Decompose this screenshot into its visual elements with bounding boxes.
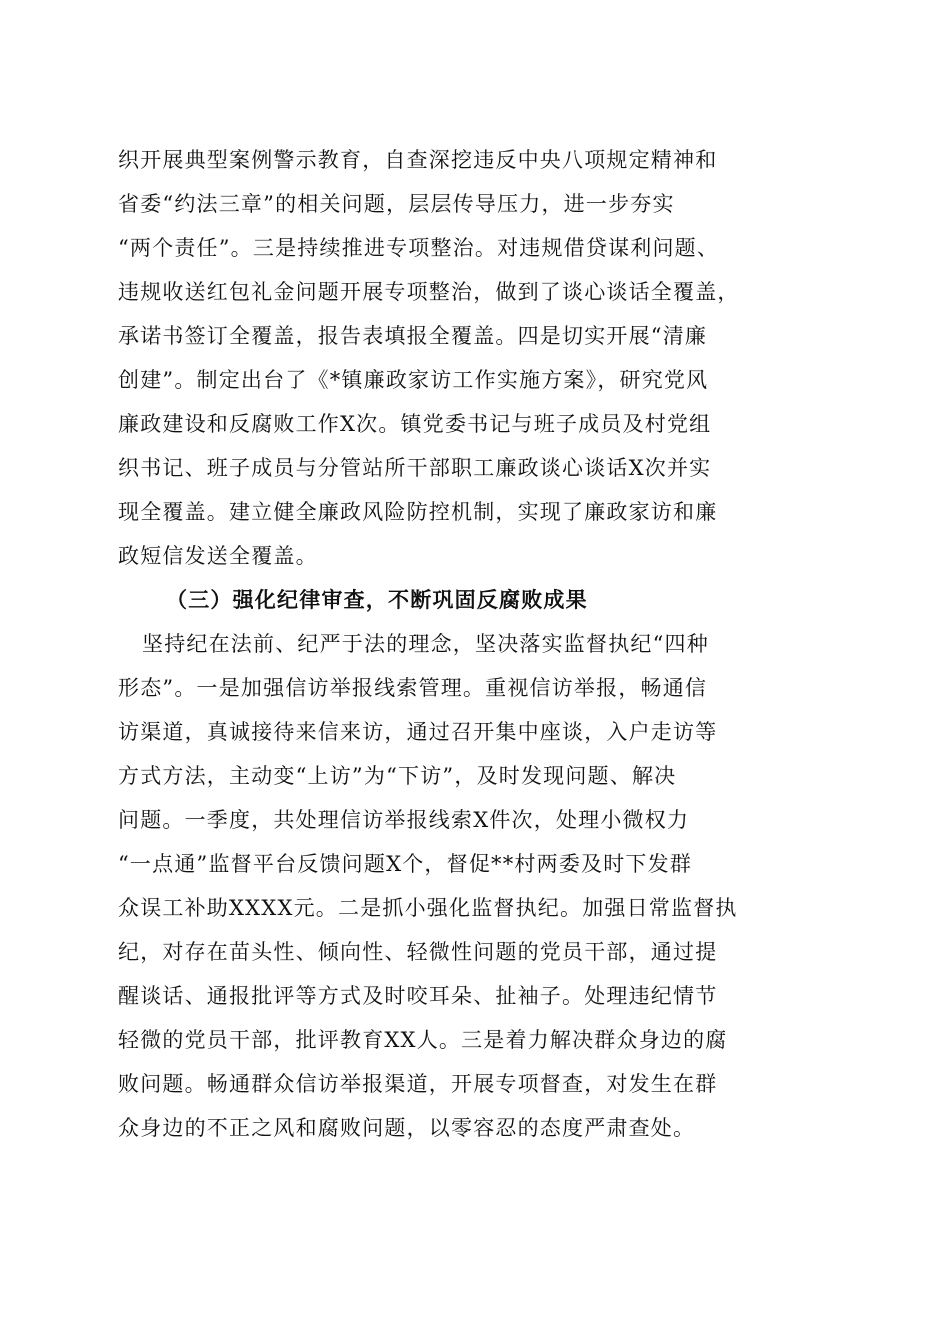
- paragraph-2-line: 众身边的不正之风和腐败问题，以零容忍的态度严肃查处。: [118, 1116, 696, 1140]
- paragraph-1-line: 织书记、班子成员与分管站所干部职工廉政谈心谈话X次并实: [118, 456, 712, 480]
- paragraph-1-line: 政短信发送全覆盖。: [118, 544, 318, 568]
- paragraph-2-line: 纪，对存在苗头性、倾向性、轻微性问题的党员干部，通过提: [118, 940, 718, 964]
- paragraph-1-line: 织开展典型案例警示教育，自查深挖违反中央八项规定精神和: [118, 148, 718, 172]
- paragraph-1-line: 创建”。制定出台了《*镇廉政家访工作实施方案》，研究党风: [118, 368, 709, 392]
- paragraph-2-line: 访渠道，真诚接待来信来访，通过召开集中座谈，入户走访等: [118, 720, 718, 744]
- paragraph-1-line: 省委“约法三章”的相关问题，层层传导压力，进一步夯实: [118, 192, 675, 216]
- paragraph-2-line: 坚持纪在法前、纪严于法的理念，坚决落实监督执纪“四种: [142, 632, 709, 656]
- paragraph-2-line: “一点通”监督平台反馈问题X个，督促**村两委及时下发群: [118, 852, 693, 876]
- paragraph-2-line: 众误工补助XXXX元。二是抓小强化监督执纪。加强日常监督执: [118, 896, 738, 920]
- paragraph-1-line: 廉政建设和反腐败工作X次。镇党委书记与班子成员及村党组: [118, 412, 712, 436]
- paragraph-2-line: 醒谈话、通报批评等方式及时咬耳朵、扯袖子。处理违纪情节: [118, 984, 718, 1008]
- paragraph-1-line: 承诺书签订全覆盖，报告表填报全覆盖。四是切实开展“清廉: [118, 324, 708, 348]
- paragraph-2-line: 问题。一季度，共处理信访举报线索X件次，处理小微权力: [118, 808, 690, 832]
- paragraph-2-line: 方式方法，主动变“上访”为“下访”，及时发现问题、解决: [118, 764, 677, 788]
- section-heading: （三）强化纪律审查，不断巩固反腐败成果: [166, 587, 588, 612]
- paragraph-1-line: “两个责任”。三是持续推进专项整治。对违规借贷谋利问题、: [118, 236, 720, 260]
- paragraph-2-line: 败问题。畅通群众信访举报渠道，开展专项督查，对发生在群: [118, 1072, 718, 1096]
- paragraph-1-line: 违规收送红包礼金问题开展专项整治，做到了谈心谈话全覆盖，: [118, 280, 740, 304]
- paragraph-1-line: 现全覆盖。建立健全廉政风险防控机制，实现了廉政家访和廉: [118, 500, 718, 524]
- paragraph-2-line: 轻微的党员干部，批评教育XX人。三是着力解决群众身边的腐: [118, 1028, 728, 1052]
- paragraph-2-line: 形态”。一是加强信访举报线索管理。重视信访举报，畅通信: [118, 676, 708, 700]
